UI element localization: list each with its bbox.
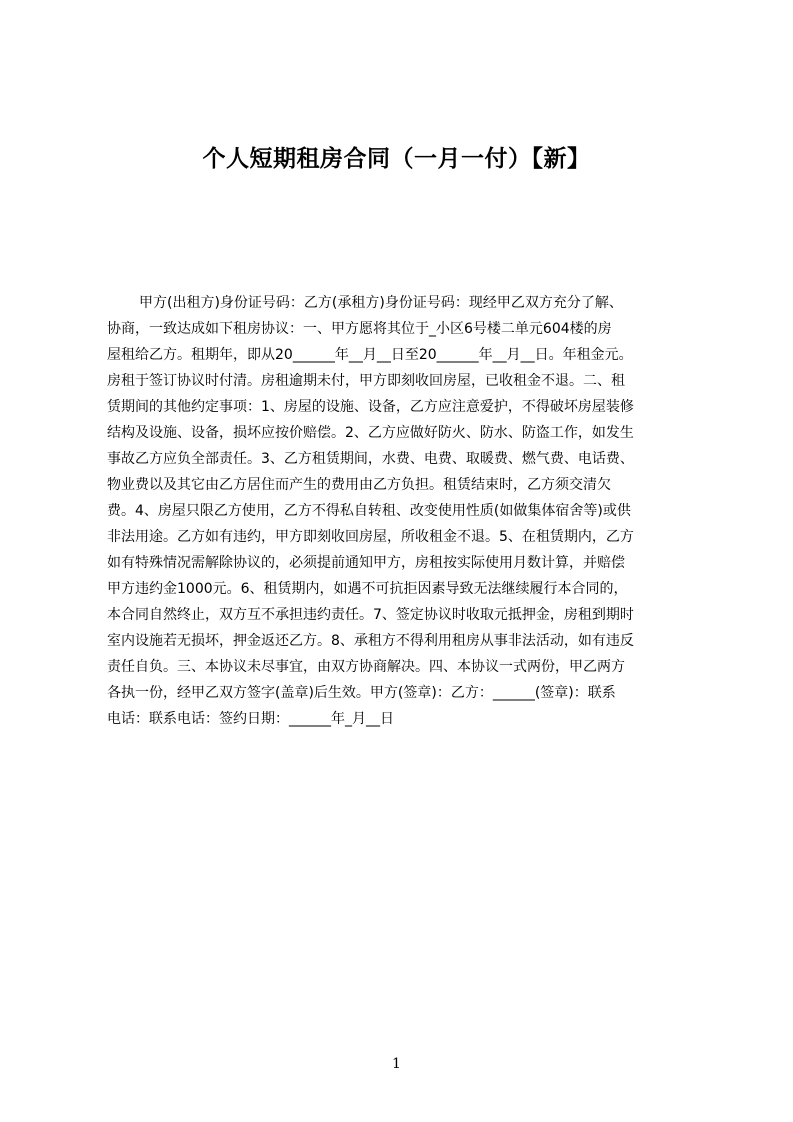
body-line: 甲方(出租方)身份证号码：乙方(承租方)身份证号码：现经甲乙双方充分了解、	[139, 295, 623, 311]
body-line: 事故乙方应负全部责任。3、乙方租赁期间，水费、电费、取暖费、燃气费、电话费、	[107, 451, 634, 467]
body-line: 室内设施若无损坏，押金返还乙方。8、承租方不得利用租房从事非法活动，如有违反	[107, 633, 634, 649]
body-line: 赁期间的其他约定事项：1、房屋的设施、设备，乙方应注意爱护，不得破坏房屋装修	[107, 399, 634, 415]
body-line: 屋租给乙方。租期年，即从20______年__月__日至20______年__月__日。年租金元。	[107, 347, 633, 363]
body-line: 如有特殊情况需解除协议的，必须提前通知甲方，房租按实际使用月数计算，并赔偿	[107, 555, 625, 571]
body-line: 各执一份，经甲乙双方签字(盖章)后生效。甲方(签章)：乙方：______(签章)：联系	[107, 685, 616, 701]
body-line: 房租于签订协议时付清。房租逾期未付，甲方即刻收回房屋，已收租金不退。二、租	[107, 373, 625, 389]
body-line: 非法用途。乙方如有违约，甲方即刻收回房屋，所收租金不退。5、在租赁期内，乙方	[107, 529, 634, 545]
body-line: 费。4、房屋只限乙方使用，乙方不得私自转租、改变使用性质(如做集体宿舍等)或供	[107, 503, 631, 519]
body-line: 本合同自然终止，双方互不承担违约责任。7、签定协议时收取元抵押金，房租到期时	[107, 607, 634, 623]
contract-body	[107, 290, 699, 770]
body-line: 责任自负。三、本协议未尽事宜，由双方协商解决。四、本协议一式两份，甲乙两方	[107, 659, 625, 675]
body-line: 电话：联系电话：签约日期：______年_月__日	[107, 711, 394, 727]
body-line: 结构及设施、设备，损坏应按价赔偿。2、乙方应做好防火、防水、防盗工作，如发生	[107, 425, 634, 441]
body-line: 甲方违约金1000元。6、租赁期内，如遇不可抗拒因素导致无法继续履行本合同的，	[107, 581, 628, 597]
body-line: 协商，一致达成如下租房协议：一、甲方愿将其位于_小区6号楼二单元604楼的房	[107, 321, 612, 337]
document-title: 个人短期租房合同（一月一付）【新】	[202, 146, 591, 172]
page-number: 1	[392, 1056, 401, 1072]
body-line: 物业费以及其它由乙方居住而产生的费用由乙方负担。租赁结束时，乙方须交清欠	[107, 477, 611, 493]
